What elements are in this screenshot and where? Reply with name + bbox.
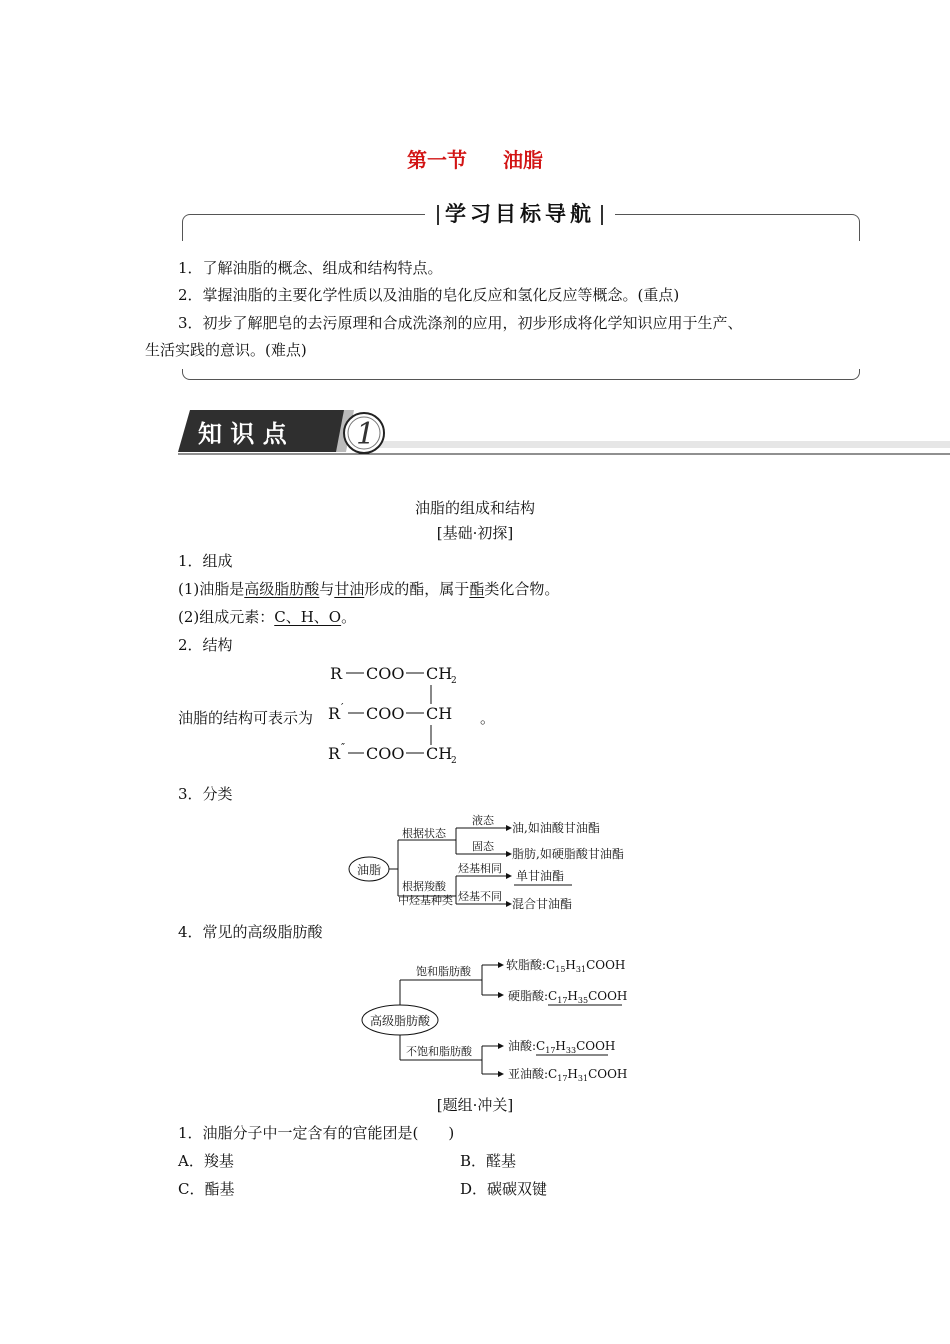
goal-item-2: 2．掌握油脂的主要化学性质以及油脂的皂化反应和氢化反应等概念。(重点)	[178, 286, 680, 304]
goal-item-3: 3．初步了解肥皂的去污原理和合成洗涤剂的应用，初步形成将化学知识应用于生产、	[178, 314, 743, 332]
banner-number: 1	[356, 417, 376, 452]
svg-text:COO: COO	[366, 704, 405, 723]
svg-text:R: R	[330, 664, 343, 683]
svg-text:″: ″	[341, 741, 346, 754]
svg-text:′: ′	[341, 701, 344, 714]
title-topic: 油脂	[502, 148, 543, 172]
svg-text:脂肪,如硬脂酸甘油酯: 脂肪,如硬脂酸甘油酯	[512, 847, 624, 861]
page-title	[0, 144, 950, 173]
item-classification: 3．分类	[178, 785, 233, 803]
question-stem: 1．油脂分子中一定含有的官能团是( )	[178, 1124, 455, 1142]
svg-text:高级脂肪酸: 高级脂肪酸	[370, 1014, 431, 1028]
section-heading: 油脂的组成和结构	[414, 499, 535, 517]
banner-label: 知 识 点	[198, 419, 287, 448]
composition-line-1: (1)油脂是高级脂肪酸与甘油形成的酯，属于酯类化合物。	[178, 580, 560, 598]
title-section: 第一节	[407, 148, 468, 172]
svg-text:CH: CH	[426, 664, 453, 683]
svg-text:2: 2	[451, 756, 457, 766]
option-b[interactable]: B．醛基	[460, 1152, 517, 1170]
structure-period: 。	[480, 709, 496, 727]
item-composition: 1．组成	[178, 552, 233, 570]
section-tag-practice: [题组·冲关]	[436, 1096, 514, 1114]
section-tag-basic: [基础·初探]	[436, 524, 514, 542]
svg-text:烃基不同: 烃基不同	[458, 890, 502, 903]
option-d[interactable]: D．碳碳双键	[460, 1180, 548, 1198]
option-c[interactable]: C．酯基	[178, 1180, 235, 1198]
svg-text:R: R	[328, 744, 341, 763]
svg-text:中烃基种类: 中烃基种类	[398, 894, 453, 907]
learning-goals-heading: 学习目标导航	[425, 199, 615, 229]
svg-text:CH: CH	[426, 704, 453, 723]
fatty-acids-diagram	[360, 952, 630, 1084]
svg-text:单甘油酯: 单甘油酯	[516, 869, 565, 883]
goal-item-1: 1．了解油脂的概念、组成和结构特点。	[178, 259, 443, 277]
item-fatty-acids: 4．常见的高级脂肪酸	[178, 923, 323, 941]
svg-text:液态: 液态	[472, 814, 494, 827]
acid-stearic: 硬脂酸$:C_{17}H_{35}COOH$	[508, 989, 628, 1005]
svg-text:2: 2	[451, 676, 457, 686]
acid-palmitic: 软脂酸$:C_{15}H_{31}COOH$	[506, 958, 626, 974]
svg-text:饱和脂肪酸: 饱和脂肪酸	[416, 965, 471, 978]
svg-text:COO: COO	[366, 744, 405, 763]
svg-text:COO: COO	[366, 664, 405, 683]
acid-oleic: 油酸$:C_{17}H_{33}COOH$	[508, 1039, 616, 1055]
svg-text:CH: CH	[426, 744, 453, 763]
svg-text:混合甘油酯: 混合甘油酯	[512, 897, 573, 911]
svg-text:油脂: 油脂	[357, 863, 382, 877]
svg-text:油,如油酸甘油酯: 油,如油酸甘油酯	[512, 821, 600, 835]
acid-linoleic: 亚油酸$:C_{17}H_{31}COOH$	[508, 1067, 628, 1083]
composition-line-2: (2)组成元素：C、H、O。	[178, 608, 357, 626]
structure-text: 油脂的结构可表示为	[178, 709, 314, 727]
svg-text:固态: 固态	[472, 840, 494, 853]
option-a[interactable]: A．羧基	[178, 1152, 234, 1170]
knowledge-point-banner	[178, 408, 950, 458]
svg-text:R: R	[328, 704, 341, 723]
svg-text:根据状态: 根据状态	[402, 827, 446, 840]
item-structure: 2．结构	[178, 636, 233, 654]
glyceride-structure-formula	[326, 660, 476, 768]
svg-text:不饱和脂肪酸: 不饱和脂肪酸	[406, 1045, 472, 1058]
goal-item-3-cont: 生活实践的意识。(难点)	[145, 341, 307, 359]
svg-text:根据羧酸: 根据羧酸	[402, 880, 446, 893]
classification-diagram	[348, 812, 644, 916]
svg-text:烃基相同: 烃基相同	[458, 862, 502, 875]
